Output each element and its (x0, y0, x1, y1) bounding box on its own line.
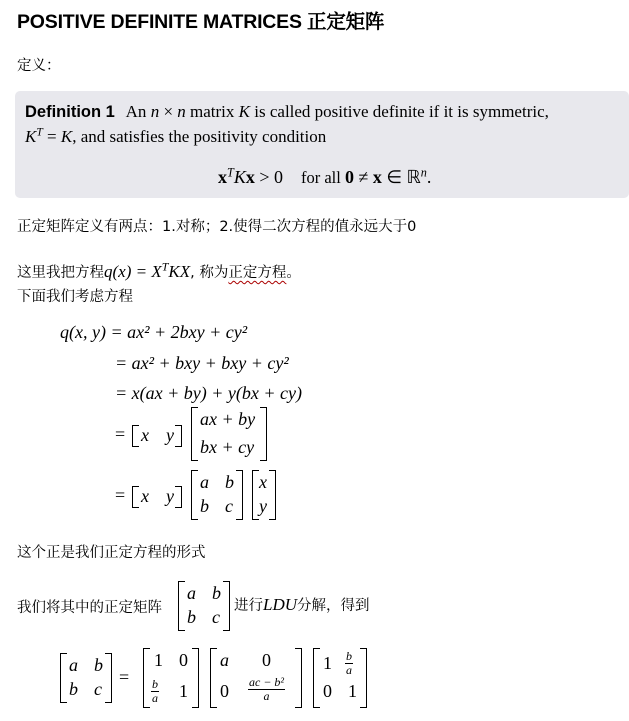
derivation-eq-5: = (115, 485, 126, 505)
definition-label: Definition 1 (25, 103, 115, 121)
definition-summary: 正定矩阵定义有两点：1.对称；2.使得二次方程的值永远大于0 (17, 219, 417, 235)
matrix-abbc: a b b c (191, 470, 243, 520)
column-vector-xy: x y (252, 470, 276, 520)
matrix-U: 1 $\frac{b}{a}$ 0 1 (313, 648, 367, 708)
derivation-eq-4: = (115, 424, 126, 444)
matrix-abbc-inline: a b b c (178, 581, 230, 631)
fraction-ac-minus-b2-over-a: $\frac{\text{ac − b²}}{a}$ (249, 675, 285, 703)
row-vector-xy-2: x y (132, 486, 182, 508)
positivity-condition: $x^TKx > 0$ for all 0 ≠ x ∈ ℝ$^n$. (218, 165, 432, 187)
fraction-b-over-a-2: $\frac{b}{a}$ (346, 649, 352, 677)
derivation-line-2: = ax² + bxy + bxy + cy² (115, 353, 289, 373)
matrix-L: 1 0 $\frac{b}{a}$ 1 (143, 648, 199, 708)
derivation-line-1: q(x, y) = ax² + 2bxy + cy² (60, 322, 248, 342)
matrix-D: a 0 0 $\frac{\text{ac − b²}}{a}$ (210, 648, 302, 708)
form-text: 这个正是我们正定方程的形式 (17, 545, 206, 561)
definition-line-1: Definition 1 An n × n matrix K is called positive definite if it is symmetric, (25, 102, 549, 121)
ldu-prefix: 我们将其中的正定矩阵 (17, 600, 162, 616)
definition-line-2: $K^T = K$, and satisfies the positivity condition (25, 125, 327, 146)
term-positive-definite-equation: 正定方程 (228, 265, 287, 281)
definition-intro-label: 定义： (17, 58, 61, 74)
column-vector-linear: ax + by bx + cy (191, 407, 267, 461)
derivation-line-3: = x(ax + by) + y(bx + cy) (115, 383, 302, 403)
quadratic-intro: 这里我把方程$q(x) = X^TKX$, 称为正定方程。 (17, 259, 301, 281)
fraction-b-over-a: $\frac{b}{a}$ (152, 677, 158, 705)
decomp-eq: = (119, 667, 130, 687)
row-vector-xy-1: x y (132, 425, 182, 447)
consider-text: 下面我们考虑方程 (17, 289, 133, 305)
page-title: POSITIVE DEFINITE MATRICES 正定矩阵 (17, 11, 385, 33)
ldu-suffix: 进行LDU分解，得到 (234, 595, 370, 614)
matrix-lhs: a b b c (60, 653, 112, 703)
